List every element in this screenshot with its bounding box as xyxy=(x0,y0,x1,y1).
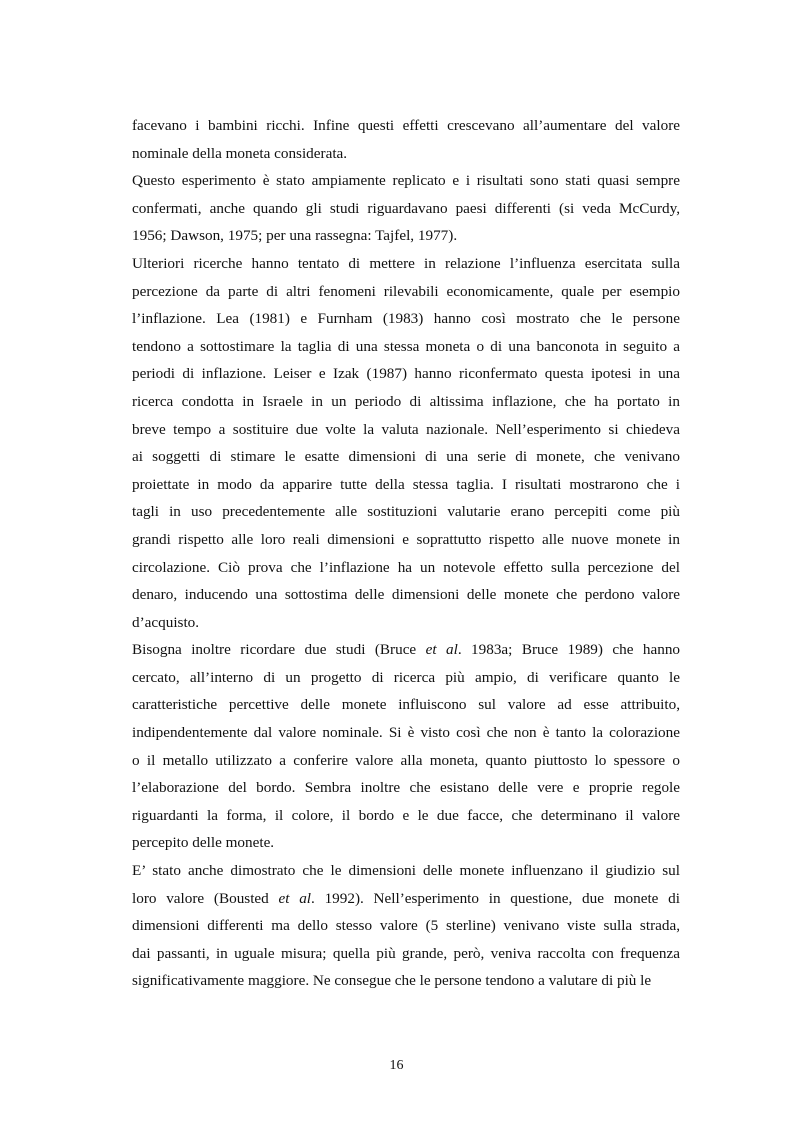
text-segment: significativamente maggiore. Ne consegue che le persone tendono a valutare di più le xyxy=(132,972,652,990)
italic-text: et al xyxy=(425,641,458,659)
text-segment: dai passanti, in uguale misura; quella più grande, però, veniva raccolta con frequenza xyxy=(132,944,680,962)
text-line xyxy=(132,609,680,637)
text-segment: d’acquisto. xyxy=(132,613,200,631)
text-segment: cercato, all’interno di un progetto di ricerca più ampio, di verificare quanto le xyxy=(132,668,680,686)
text-segment: caratteristiche percettive delle monete influiscono sul valore ad esse attribuito, xyxy=(132,696,680,714)
text-segment: nominale della moneta considerata. xyxy=(132,144,348,162)
text-segment: proiettate in modo da apparire tutte della stessa taglia. I risultati mostrarono che i xyxy=(132,475,680,493)
text-line xyxy=(132,140,680,168)
text-line xyxy=(132,885,680,913)
text-segment: 1956; Dawson, 1975; per una rassegna: Tajfel, 1977). xyxy=(132,227,458,245)
text-line xyxy=(132,829,680,857)
text-segment: ai soggetti di stimare le esatte dimensioni di una serie di monete, che venivano xyxy=(132,448,680,466)
text-segment: E’ stato anche dimostrato che le dimensioni delle monete influenzano il giudizio sul xyxy=(132,862,680,880)
italic-text: et al xyxy=(278,889,312,907)
text-line xyxy=(132,747,680,775)
text-line xyxy=(132,857,680,885)
text-line xyxy=(132,278,680,306)
text-line xyxy=(132,305,680,333)
text-line xyxy=(132,333,680,361)
text-segment: Bisogna inoltre ricordare due studi (Bruce xyxy=(132,641,426,659)
paragraph xyxy=(132,857,680,995)
text-segment: Questo esperimento è stato ampiamente replicato e i risultati sono stati quasi sempre xyxy=(132,172,680,190)
text-line xyxy=(132,691,680,719)
text-segment: grandi rispetto alle loro reali dimensioni e soprattutto rispetto alle nuove monete in xyxy=(132,530,680,548)
text-line xyxy=(132,195,680,223)
text-segment: . 1992). Nell’esperimento in questione, due monete di xyxy=(311,889,680,907)
paragraph xyxy=(132,636,680,857)
text-segment: percezione da parte di altri fenomeni rilevabili economicamente, quale per esempio xyxy=(132,282,680,300)
text-line xyxy=(132,664,680,692)
text-line xyxy=(132,250,680,278)
text-line xyxy=(132,802,680,830)
text-segment: confermati, anche quando gli studi riguardavano paesi differenti (si veda McCurdy, xyxy=(132,199,680,217)
text-line xyxy=(132,443,680,471)
text-segment: breve tempo a sostituire due volte la valuta nazionale. Nell’esperimento si chiedeva xyxy=(132,420,680,438)
text-line xyxy=(132,416,680,444)
text-segment: tendono a sottostimare la taglia di una stessa moneta o di una banconota in seguito a xyxy=(132,337,680,355)
text-line xyxy=(132,112,680,140)
text-segment: ricerca condotta in Israele in un periodo di altissima inflazione, che ha portato in xyxy=(132,392,680,410)
text-line xyxy=(132,967,680,995)
paragraph xyxy=(132,112,680,167)
text-segment: denaro, inducendo una sottostima delle dimensioni delle monete che perdono valore xyxy=(132,586,680,604)
text-segment: loro valore (Bousted xyxy=(132,889,279,907)
text-line xyxy=(132,554,680,582)
paragraph xyxy=(132,250,680,636)
text-segment: o il metallo utilizzato a conferire valore alla moneta, quanto piuttosto lo spessore o xyxy=(132,751,680,769)
paragraph xyxy=(132,167,680,250)
text-segment: dimensioni differenti ma dello stesso valore (5 sterline) venivano viste sulla strada, xyxy=(132,917,680,935)
text-segment: tagli in uso precedentemente alle sostituzioni valutarie erano percepiti come più xyxy=(132,503,680,521)
text-segment: Ulteriori ricerche hanno tentato di mettere in relazione l’influenza esercitata sulla xyxy=(132,254,680,272)
text-line xyxy=(132,498,680,526)
text-line xyxy=(132,719,680,747)
text-line xyxy=(132,222,680,250)
text-segment: l’inflazione. Lea (1981) e Furnham (1983) hanno così mostrato che le persone xyxy=(132,310,680,328)
text-line xyxy=(132,526,680,554)
text-line xyxy=(132,912,680,940)
text-line xyxy=(132,167,680,195)
text-segment: facevano i bambini ricchi. Infine questi effetti crescevano all’aumentare del valore xyxy=(132,117,680,134)
text-segment: percepito delle monete. xyxy=(132,834,275,852)
text-line xyxy=(132,471,680,499)
text-segment: . 1983a; Bruce 1989) che hanno xyxy=(457,641,681,659)
text-line xyxy=(132,581,680,609)
text-segment: circolazione. Ciò prova che l’inflazione ha un notevole effetto sulla percezione del xyxy=(132,558,680,576)
text-line xyxy=(132,940,680,968)
text-line xyxy=(132,360,680,388)
text-line xyxy=(132,388,680,416)
page-body xyxy=(132,112,680,995)
text-segment: l’elaborazione del bordo. Sembra inoltre che esistano delle vere e proprie regole xyxy=(132,779,680,797)
text-line xyxy=(132,636,680,664)
text-segment: riguardanti la forma, il colore, il bordo e le due facce, che determinano il valore xyxy=(132,806,680,824)
text-segment: periodi di inflazione. Leiser e Izak (1987) hanno riconfermato questa ipotesi in una xyxy=(132,365,680,383)
text-line xyxy=(132,774,680,802)
page-number: 16 xyxy=(389,1058,404,1073)
text-segment: indipendentemente dal valore nominale. Si è visto così che non è tanto la colorazione xyxy=(132,724,680,742)
